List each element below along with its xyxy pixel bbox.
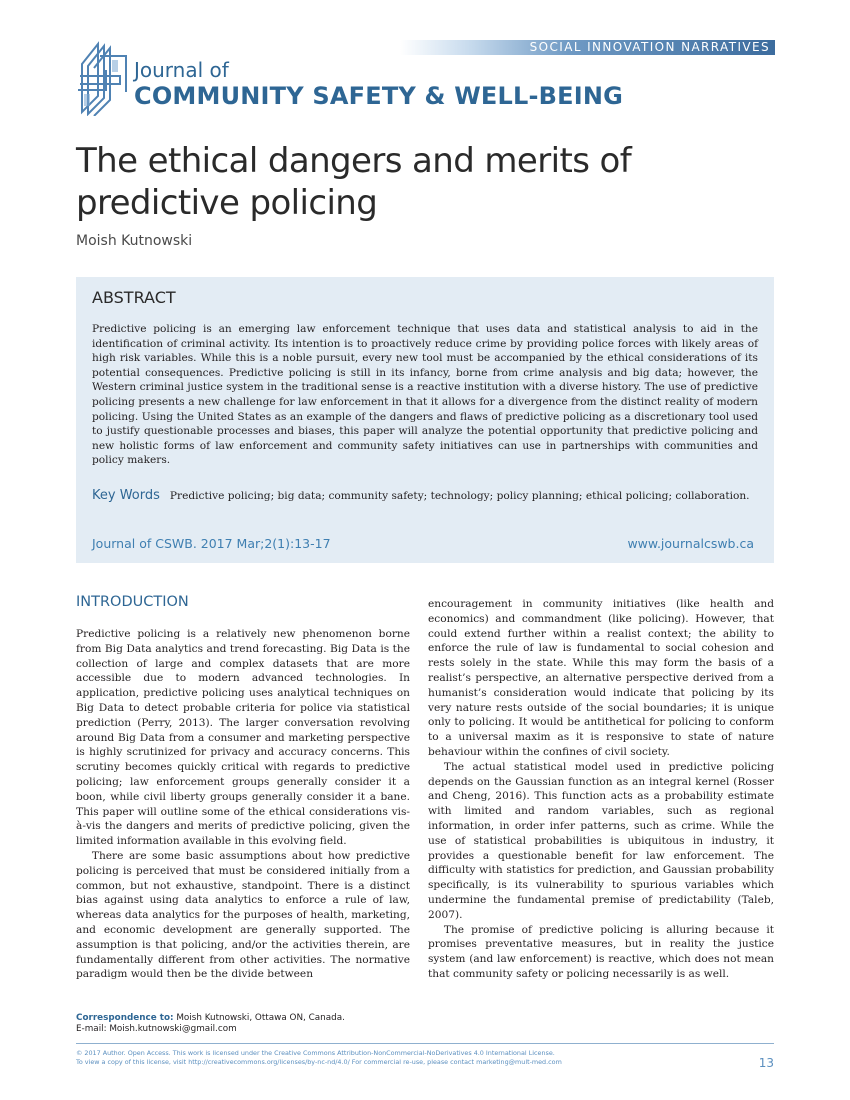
paragraph: Predictive policing is a relatively new phenomenon borne from Big Data analytics and trend forecasting. Big Data is the collection of large and complex datasets that are more accessible due to modern advanced technologies. In application, predictive policing uses analytical techniques on Big Data to detect probable criteria for police via statistical prediction (Perry, 2013). The larger conversation revolving around Big Data from a consumer and marketing perspective is highly scrutinized for privacy and accuracy concerns. This scrutiny becomes quickly critical with regards to predictive policing; law enforcement groups generally consider it a boon, while civil liberty groups generally consider it a bane. This paper will outline some of the ethical considerations vis-à-vis the dangers and merits of predictive policing, given the limited information available in this evolving field. [76,628,410,848]
license-line-2[interactable]: To view a copy of this license, visit http://creativecommons.org/licenses/by-nc-nd/4.0/ For commercial re-use, please contact marketing@mult-med.com [76,1058,562,1066]
correspondence-block [76,1013,345,1035]
abstract-text: Predictive policing is an emerging law enforcement technique that uses data and statistical analysis to aid in the identification of criminal activity. Its intention is to proactively reduce crime by providing police forces with likely areas of high risk variables. While this is a noble pursuit, every new tool must be accompanied by the ethical considerations of its potential consequences. Predictive policing is still in its infancy, borne from crime analysis and big data; however, the Western criminal justice system in the traditional sense is a reactive institution with a diverse history. The use of predictive policing presents a new challenge for law enforcement in that it allows for a divergence from the distinct reality of modern policing. Using the United States as an example of the dangers and flaws of predictive policing as a discretionary tool used to justify questionable processes and biases, this paper will analyze the potential opportunity that predictive policing and new holistic forms of law enforcement and community safety initiatives can use in partnerships with communities and policy makers. [92,323,758,467]
left-column [76,627,410,982]
introduction-heading: INTRODUCTION [76,594,189,610]
correspondence-email[interactable]: E-mail: Moish.kutnowski@gmail.com [76,1024,237,1034]
journal-of-label: Journal of [134,58,229,82]
keywords-label: Key Words [92,488,160,503]
abstract-heading: ABSTRACT [92,288,176,307]
paragraph: encouragement in community initiatives (like health and economics) and commandment (like policing). However, that could extend further within a realist context; the ability to enforce the rule of law is fundamental to social cohesion and rests solely in the state. While this may form the basis of a realist’s perspective, an alternative perspective derived from a humanist’s consideration would indicate that policing by its very nature rests outside of the social boundaries; it is unique only to policing. It would be antithetical for policing to conform to a universal maxim as it is responsive to state of nature behaviour within the confines of civil society. [428,598,774,758]
correspondence-label: Correspondence to: [76,1013,174,1023]
page-number: 13 [758,1056,774,1070]
title-line-1: The ethical dangers and merits of [76,141,632,181]
correspondence-text: Moish Kutnowski, Ottawa ON, Canada. [176,1013,345,1023]
paragraph: There are some basic assumptions about how predictive policing is perceived that must be considered initially from a common, but not exhaustive, standpoint. There is a distinct bias against using data analytics to enforce a rule of law, whereas data analytics for the purposes of health, marketing, and economic development are generally supported. The assumption is that policing, and/or the activities therein, are fundamentally different from other activities. The normative paradigm would then be the divide between [76,849,410,981]
paragraph: The promise of predictive policing is alluring because it promises preventative measures, but in reality the justice system (and law enforcement) is reactive, which does not mean that community safety or policing necessarily is as well. [428,923,774,980]
section-banner: SOCIAL INNOVATION NARRATIVES [529,40,770,54]
journal-citation: Journal of CSWB. 2017 Mar;2(1):13-17 [92,536,331,551]
journal-logo-icon [76,36,132,116]
title-line-2: predictive policing [76,183,378,223]
paragraph: The actual statistical model used in predictive policing depends on the Gaussian function as an integral kernel (Rosser and Cheng, 2016). This function acts as a probability estimate with limited and random variables, such as regional information, in order infer patterns, such as crime. While the use of statistical probabilities is ubiquitous in industry, it provides a questionable benefit for law enforcement. The difficulty with statistics for prediction, and Gaussian probability specifically, is its vulnerability to spurious variables which undermine the fundamental premise of predictability (Taleb, 2007). [428,760,774,921]
journal-website-link[interactable]: www.journalcswb.ca [627,536,754,551]
keywords-text: Predictive policing; big data; community safety; technology; policy planning; ethical policing; collaboration. [169,490,750,502]
license-notice [76,1049,562,1067]
author-name: Moish Kutnowski [76,233,193,249]
keywords-block [92,488,758,504]
license-line-1: © 2017 Author. Open Access. This work is licensed under the Creative Commons Attribution-NonCommercial-NoDerivatives 4.0 International License. [76,1049,555,1057]
right-column [428,597,774,982]
article-title [76,140,716,224]
journal-name: COMMUNITY SAFETY & WELL-BEING [134,82,624,110]
footer-divider [76,1043,774,1044]
